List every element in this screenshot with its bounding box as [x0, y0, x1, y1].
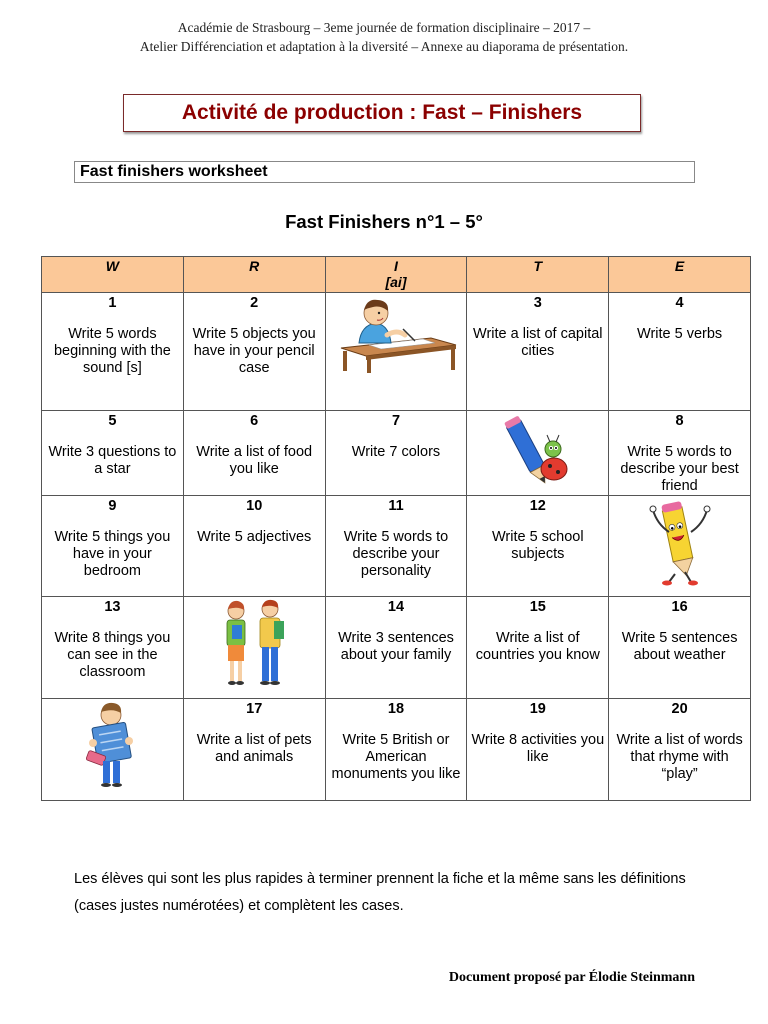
header-line-1: Académie de Strasbourg – 3eme journée de formation disciplinaire – 2017 – — [177, 20, 591, 35]
boy-with-notebook-image — [42, 699, 184, 801]
column-header-t: T — [467, 257, 609, 293]
table-row — [42, 699, 751, 801]
cell-2: 2 Write 5 objects you have in your pencil case — [183, 293, 325, 411]
cell-13: 13 Write 8 things you can see in the classroom — [42, 597, 184, 699]
fast-finishers-table — [41, 256, 751, 801]
cell-1: 1 Write 5 words beginning with the sound [s] — [42, 293, 184, 411]
page-title: Activité de production : Fast – Finishers — [123, 94, 641, 132]
header-line-2: Atelier Différenciation et adaptation à la diversité – Annexe au diaporama de présentation. — [139, 39, 629, 54]
column-header-e: E — [609, 257, 751, 293]
cell-12: 12 Write 5 school subjects — [467, 496, 609, 597]
column-header-i: I [ai] — [325, 257, 467, 293]
table-title: Fast Finishers n°1 – 5° — [285, 211, 483, 232]
table-row — [42, 411, 751, 496]
column-header-r: R — [183, 257, 325, 293]
cell-17: 17 Write a list of pets and animals — [183, 699, 325, 801]
happy-pencil-character-image — [609, 496, 751, 597]
table-row — [42, 597, 751, 699]
instructions-note: Les élèves qui sont les plus rapides à terminer prennent la fiche et la même sans les définitions (cases justes numérotées) et complètent les cases. — [74, 871, 686, 914]
column-header-i-phonetic: [ai] — [385, 274, 407, 290]
table-header-row — [42, 257, 751, 293]
cell-18: 18 Write 5 British or American monuments you like — [325, 699, 467, 801]
boy-writing-at-desk-image — [325, 293, 467, 411]
cell-14: 14 Write 3 sentences about your family — [325, 597, 467, 699]
cell-10: 10 Write 5 adjectives — [183, 496, 325, 597]
table-row — [42, 496, 751, 597]
author-credit: Document proposé par Élodie Steinmann — [448, 970, 695, 985]
column-header-w: W — [42, 257, 184, 293]
cell-5: 5 Write 3 questions to a star — [42, 411, 184, 496]
cell-6: 6 Write a list of food you like — [183, 411, 325, 496]
cell-7: 7 Write 7 colors — [325, 411, 467, 496]
cell-9: 9 Write 5 things you have in your bedroom — [42, 496, 184, 597]
cell-11: 11 Write 5 words to describe your personality — [325, 496, 467, 597]
table-row — [42, 293, 751, 411]
cell-19: 19 Write 8 activities you like — [467, 699, 609, 801]
cell-3: 3 Write a list of capital cities — [467, 293, 609, 411]
cell-4: 4 Write 5 verbs — [609, 293, 751, 411]
page-header — [0, 18, 768, 56]
two-students-image — [183, 597, 325, 699]
worksheet-subtitle: Fast finishers worksheet — [74, 161, 695, 183]
cell-16: 16 Write 5 sentences about weather — [609, 597, 751, 699]
cell-15: 15 Write a list of countries you know — [467, 597, 609, 699]
cell-20: 20 Write a list of words that rhyme with “play” — [609, 699, 751, 801]
pencil-and-ladybug-image — [467, 411, 609, 496]
cell-8: 8 Write 5 words to describe your best friend — [609, 411, 751, 496]
